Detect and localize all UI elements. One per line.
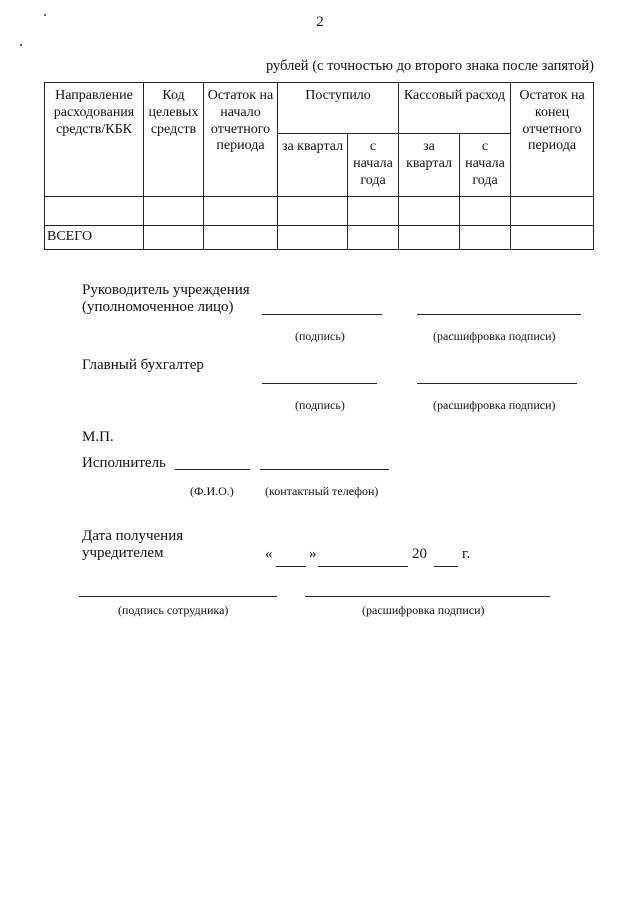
head-signature-caption: (подпись) bbox=[295, 329, 345, 343]
table-cell bbox=[204, 226, 278, 250]
head-decoding-caption: (расшифровка подписи) bbox=[433, 329, 556, 343]
table-row bbox=[45, 197, 594, 226]
subheader-received-quarter: за квартал bbox=[278, 134, 348, 197]
subheader-expense-quarter: за квартал bbox=[399, 134, 460, 197]
table-cell bbox=[460, 226, 511, 250]
header-balance-start: Остаток на начало отчетного периода bbox=[204, 83, 278, 197]
date-label-line2: учредителем bbox=[82, 545, 164, 561]
subheader-expense-year: с начала года bbox=[460, 134, 511, 197]
table-cell bbox=[511, 226, 594, 250]
employee-decoding-caption: (расшифровка подписи) bbox=[362, 603, 485, 617]
table-cell bbox=[278, 197, 348, 226]
header-direction: Направление расходования средств/КБК bbox=[45, 83, 144, 197]
header-cash-expense: Кассовый расход bbox=[399, 83, 511, 134]
executor-fio-caption: (Ф.И.О.) bbox=[190, 484, 234, 498]
total-label: ВСЕГО bbox=[45, 226, 144, 250]
employee-decoding-line[interactable] bbox=[305, 596, 550, 597]
header-row bbox=[45, 83, 594, 134]
head-decoding-line[interactable] bbox=[417, 314, 581, 315]
subheader-received-year: с начала года bbox=[348, 134, 399, 197]
table-cell bbox=[511, 197, 594, 226]
head-title-line1: Руководитель учреждения bbox=[82, 282, 250, 298]
units-note: рублей (с точностью до второго знака после запятой) bbox=[266, 58, 594, 74]
seal-label: М.П. bbox=[82, 429, 114, 445]
scan-speck bbox=[20, 44, 22, 46]
head-signature-line[interactable] bbox=[262, 314, 382, 315]
table-cell bbox=[460, 197, 511, 226]
chief-accountant-signature-line[interactable] bbox=[262, 383, 377, 384]
date-year-line[interactable] bbox=[434, 566, 458, 567]
header-received: Поступило bbox=[278, 83, 399, 134]
chief-accountant-decoding-line[interactable] bbox=[417, 383, 577, 384]
executor-phone-caption: (контактный телефон) bbox=[265, 484, 379, 498]
table-cell bbox=[144, 197, 204, 226]
chief-accountant-signature-caption: (подпись) bbox=[295, 398, 345, 412]
employee-signature-line[interactable] bbox=[79, 596, 277, 597]
total-row bbox=[45, 226, 594, 250]
executor-phone-line[interactable] bbox=[260, 469, 389, 470]
table-cell bbox=[348, 226, 399, 250]
table-cell bbox=[399, 226, 460, 250]
date-year-prefix: 20 bbox=[412, 546, 427, 562]
date-day-line[interactable] bbox=[276, 566, 306, 567]
table-cell bbox=[144, 226, 204, 250]
header-code: Код целевых средств bbox=[144, 83, 204, 197]
head-title-line2: (уполномоченное лицо) bbox=[82, 299, 234, 315]
table-cell bbox=[45, 197, 144, 226]
table-cell bbox=[348, 197, 399, 226]
table-cell bbox=[399, 197, 460, 226]
date-label-line1: Дата получения bbox=[82, 528, 184, 544]
table-cell bbox=[204, 197, 278, 226]
executor-name-line[interactable] bbox=[175, 469, 250, 470]
date-year-suffix: г. bbox=[462, 546, 471, 562]
date-quote-open: « bbox=[265, 546, 273, 562]
page-number: 2 bbox=[316, 14, 324, 30]
chief-accountant-decoding-caption: (расшифровка подписи) bbox=[433, 398, 556, 412]
chief-accountant-label: Главный бухгалтер bbox=[82, 357, 204, 373]
header-balance-end: Остаток на конец отчетного периода bbox=[511, 83, 594, 197]
date-month-line[interactable] bbox=[318, 566, 408, 567]
employee-signature-caption: (подпись сотрудника) bbox=[118, 603, 229, 617]
table-cell bbox=[278, 226, 348, 250]
date-quote-close: » bbox=[309, 546, 317, 562]
executor-label: Исполнитель bbox=[82, 455, 166, 471]
funds-report-table bbox=[44, 82, 594, 250]
